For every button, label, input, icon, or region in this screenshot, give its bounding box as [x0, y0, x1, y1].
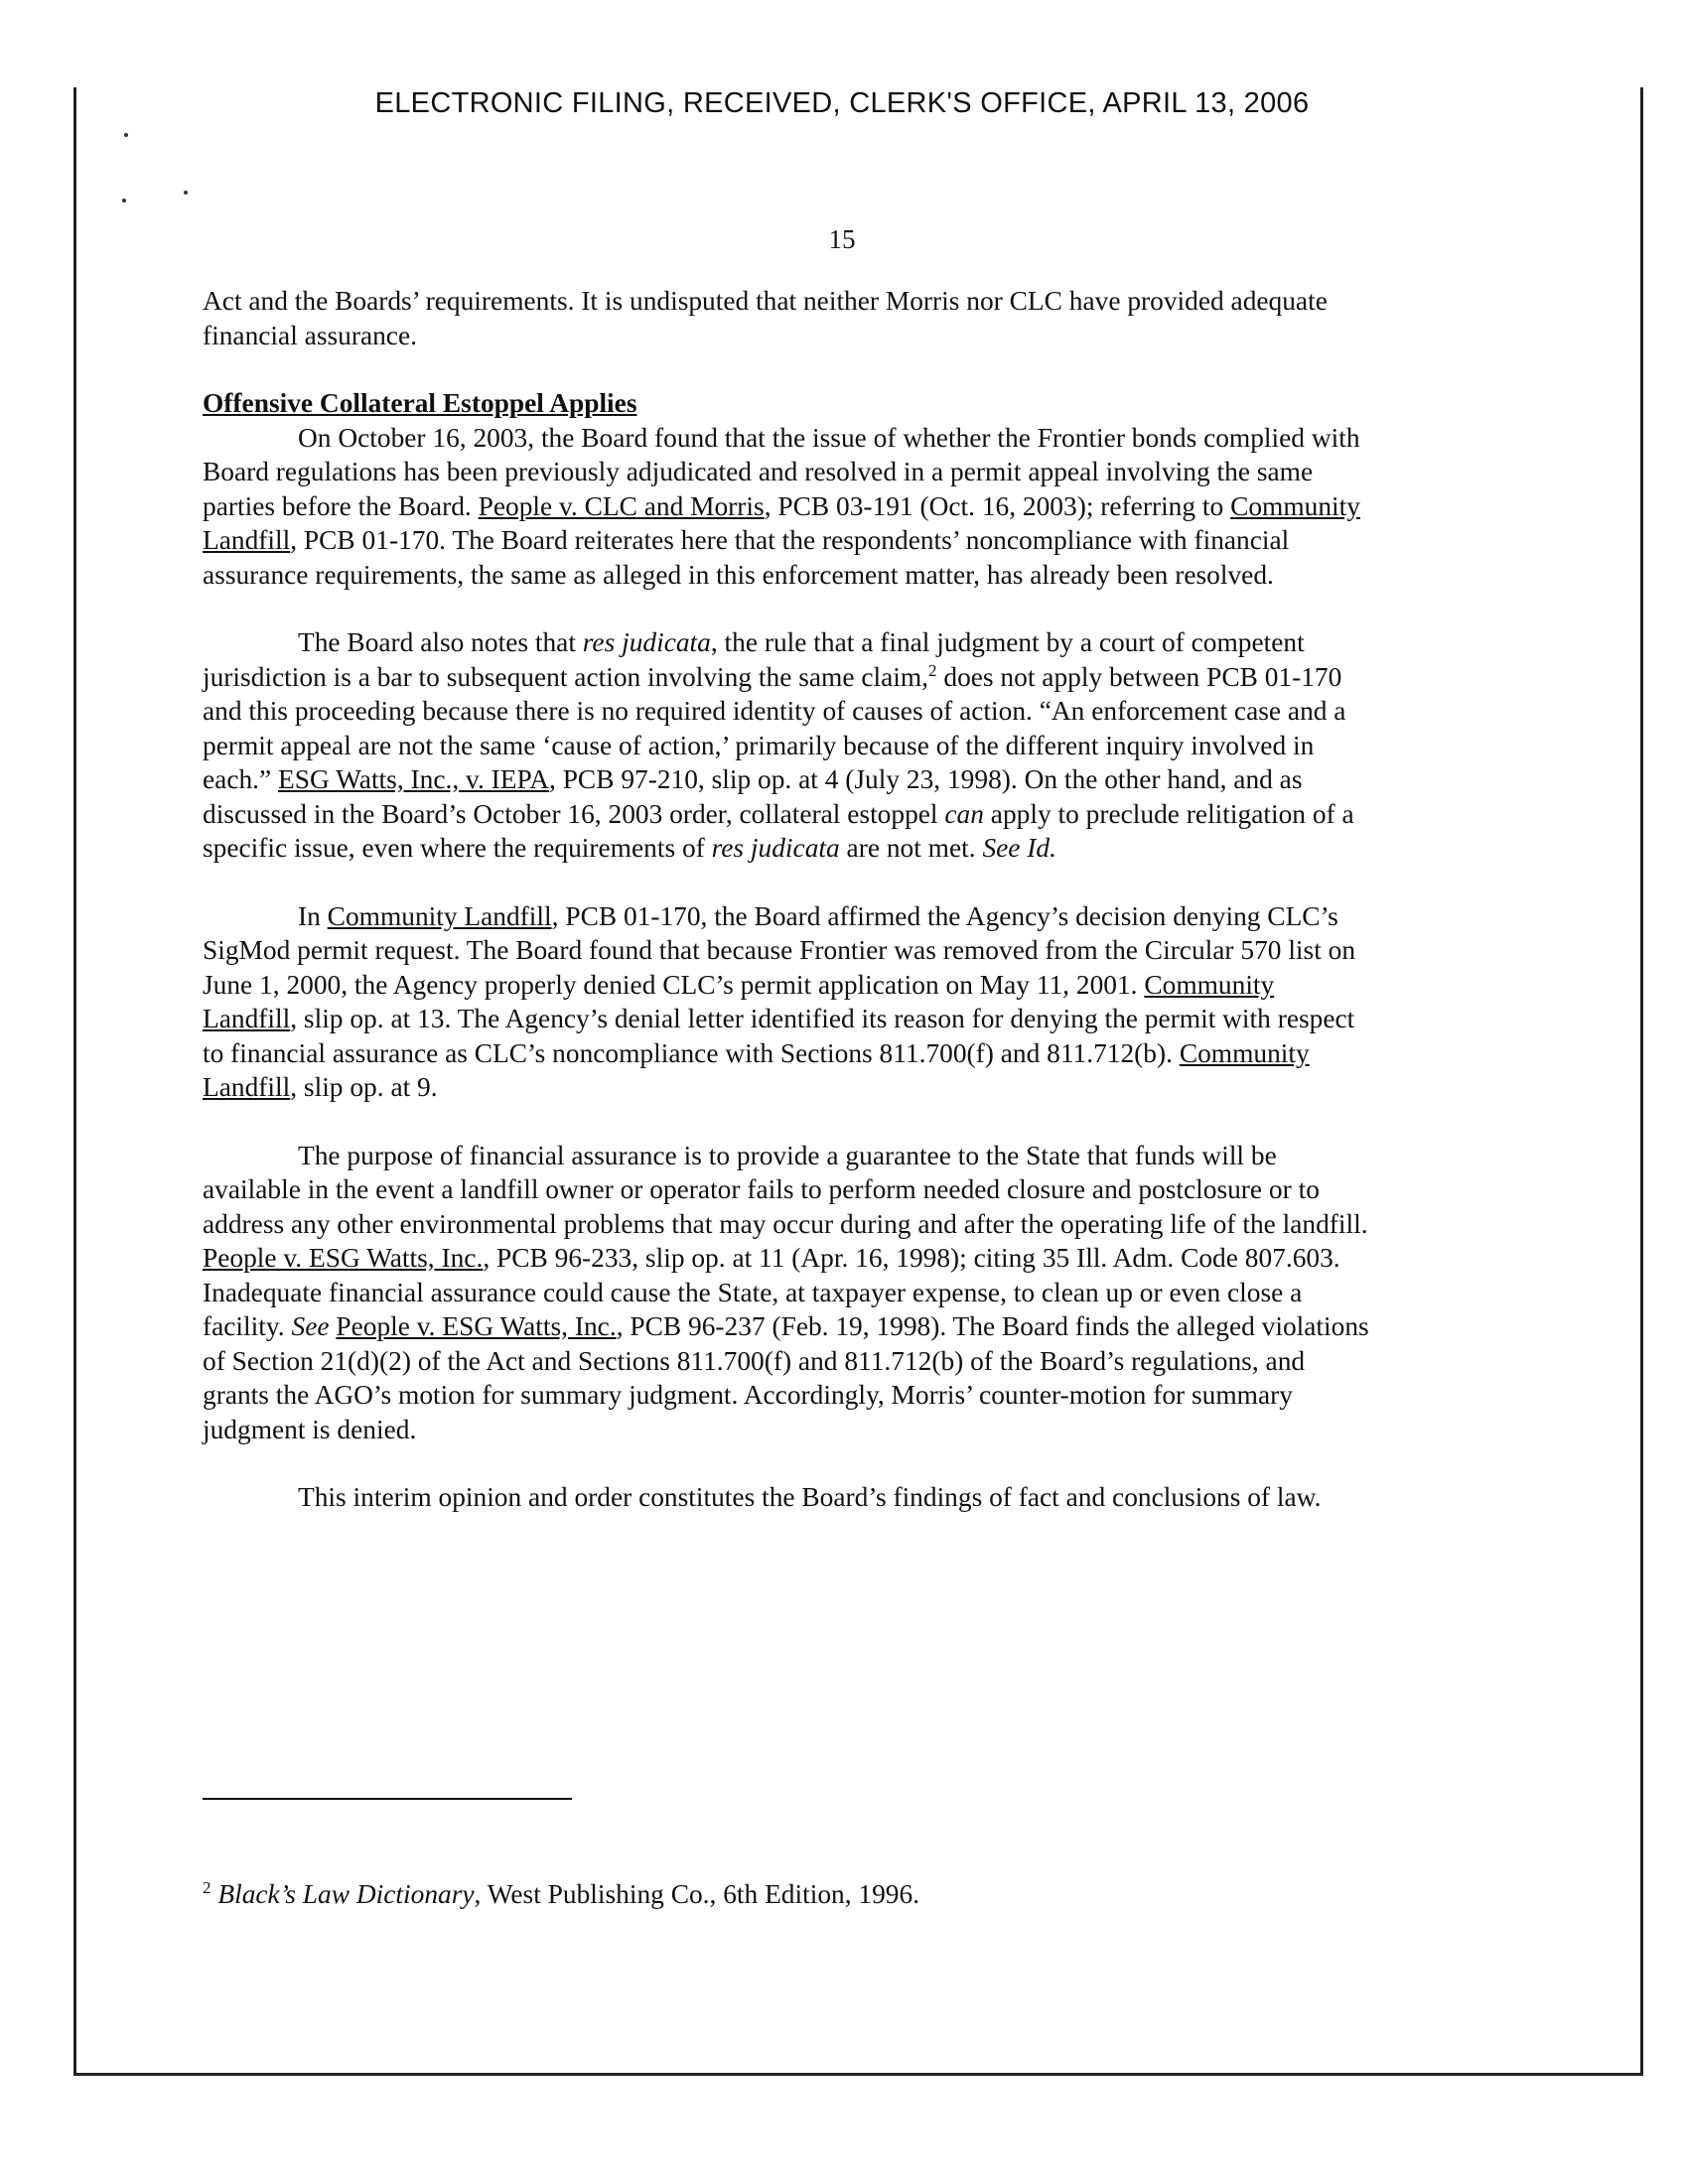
case-citation: Community Landfill: [203, 969, 1275, 1033]
scan-speck: [124, 133, 128, 137]
paragraph-conclusion: This interim opinion and order constitutes the Board’s findings of fact and conclusions of law.: [298, 1482, 1322, 1512]
footnote-reference: 2: [928, 660, 937, 680]
case-citation: Community Landfill: [203, 490, 1360, 555]
paragraph-community-landfill: In Community Landfill, PCB 01-170, the Board affirmed the Agency’s decision denying CLC’s SigMod permit request. The Board found that because Frontier was removed from the Circular 570 list on June 1, 2000, the Agency properly denied CLC’s permit application on May 11, 2001. Community Landfill, slip op. at 13. The Agency’s denial letter identified its reason for denying the permit with respect to financial assurance as CLC’s noncompliance with Sections 811.700(f) and 811.712(b). Community Landfill, slip op. at 9.: [203, 900, 1356, 1102]
page-border-right: [1640, 87, 1643, 2075]
section-heading: Offensive Collateral Estoppel Applies: [203, 388, 637, 418]
footnote-number: 2: [203, 1878, 211, 1898]
page-number: 15: [828, 224, 856, 254]
document-body: [203, 284, 1374, 1515]
paragraph-continued: Act and the Boards’ requirements. It is undisputed that neither Morris nor CLC have provided adequate financial assurance.: [203, 286, 1328, 350]
page-border-left: [73, 87, 76, 2075]
case-citation: People v. CLC and Morris: [478, 490, 765, 521]
paragraph-financial-assurance: The purpose of financial assurance is to provide a guarantee to the State that funds will be available in the event a landfill owner or operator fails to perform needed closure and postclosure or to address any other environmental problems that may occur during and after the operating life of the landfill. People v. ESG Watts, Inc., PCB 96-233, slip op. at 11 (Apr. 16, 1998); citing 35 Ill. Adm. Code 807.603. Inadequate financial assurance could cause the State, at taxpayer expense, to clean up or even close a facility. See People v. ESG Watts, Inc., PCB 96-237 (Feb. 19, 1998). The Board finds the alleged violations of Section 21(d)(2) of the Act and Sections 811.700(f) and 811.712(b) of the Board’s regulations, and grants the AGO’s motion for summary judgment. Accordingly, Morris’ counter-motion for summary judgment is denied.: [203, 1140, 1369, 1444]
case-citation: ESG Watts, Inc., v. IEPA: [278, 764, 549, 794]
footnote-divider: [203, 1798, 572, 1800]
case-citation: People v. ESG Watts, Inc.: [336, 1311, 617, 1341]
case-citation: Community Landfill: [327, 900, 552, 931]
footnote: $^2$ Black’s Law Dictionary, West Publishing Co., 6th Edition, 1996.: [203, 1878, 920, 1910]
case-citation: Community Landfill: [203, 1037, 1310, 1102]
case-citation: People v. ESG Watts, Inc.: [203, 1243, 484, 1273]
paragraph-res-judicata: The Board also notes that res judicata, the rule that a final judgment by a court of competent jurisdiction is a bar to subsequent action involving the same claim,$^2$ does not apply between PCB 01-170 and this proceeding because there is no required identity of causes of action. “An enforcement case and a permit appeal are not the same ‘cause of action,’ primarily because of the different inquiry involved in each.” ESG Watts, Inc., v. IEPA, PCB 97-210, slip op. at 4 (July 23, 1998). On the other hand, and as discussed in the Board’s October 16, 2003 order, collateral estoppel can apply to preclude relitigation of a specific issue, even where the requirements of res judicata are not met. See Id.: [203, 627, 1354, 863]
scan-speck: [122, 199, 126, 203]
filing-header: ELECTRONIC FILING, RECEIVED, CLERK'S OFFICE, APRIL 13, 2006: [374, 87, 1310, 119]
scan-speck: [184, 191, 188, 195]
page-border-bottom: [73, 2073, 1643, 2076]
paragraph-prior-ruling: On October 16, 2003, the Board found that the issue of whether the Frontier bonds complied with Board regulations has been previously adjudicated and resolved in a permit appeal involving the same parties before the Board. People v. CLC and Morris, PCB 03-191 (Oct. 16, 2003); referring to Community Landfill, PCB 01-170. The Board reiterates here that the respondents’ noncompliance with financial assurance requirements, the same as alleged in this enforcement matter, has already been resolved.: [203, 422, 1360, 590]
